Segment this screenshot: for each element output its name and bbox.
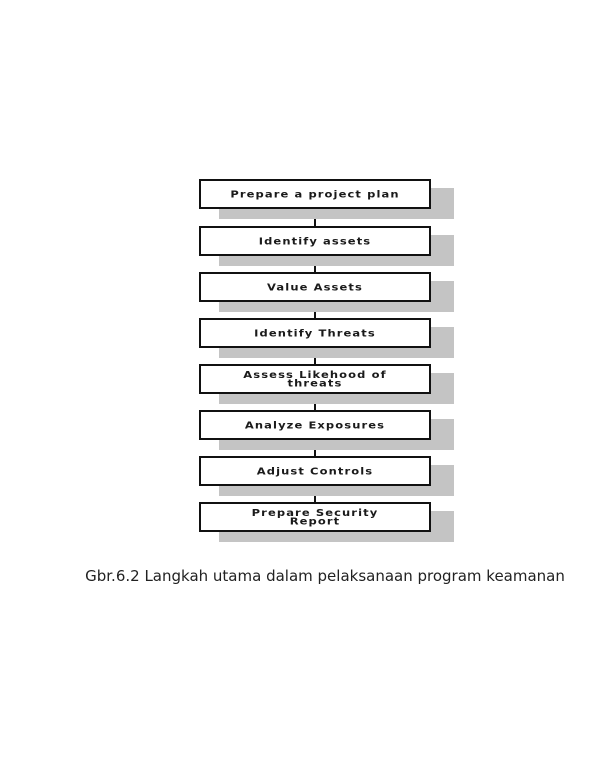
step-label: Prepare a project plan — [230, 188, 400, 200]
step-box — [199, 318, 431, 348]
step-box — [199, 410, 431, 440]
step-label: Adjust Controls — [256, 465, 374, 477]
step-label: Analyze Exposures — [244, 419, 386, 431]
process-flowchart — [199, 179, 459, 549]
step-box — [199, 502, 431, 532]
figure-caption: Gbr.6.2 Langkah utama dalam pelaksanaan program keamanan — [85, 567, 565, 585]
step-identify-threats — [199, 318, 459, 358]
step-box — [199, 456, 431, 486]
step-label: Prepare Security Report — [251, 507, 379, 527]
step-label: Assess Likehood of threats — [243, 369, 387, 389]
step-assess-likehood — [199, 364, 459, 404]
step-adjust-controls — [199, 456, 459, 496]
step-box — [199, 272, 431, 302]
step-box — [199, 179, 431, 209]
step-label: Identify assets — [258, 235, 372, 247]
step-identify-assets — [199, 226, 459, 266]
step-box — [199, 364, 431, 394]
step-analyze-exposures — [199, 410, 459, 450]
step-value-assets — [199, 272, 459, 312]
step-box — [199, 226, 431, 256]
step-prepare-security-report — [199, 502, 459, 542]
step-label: Identify Threats — [254, 327, 376, 339]
step-prepare-project-plan — [199, 179, 459, 219]
step-label: Value Assets — [267, 281, 363, 293]
